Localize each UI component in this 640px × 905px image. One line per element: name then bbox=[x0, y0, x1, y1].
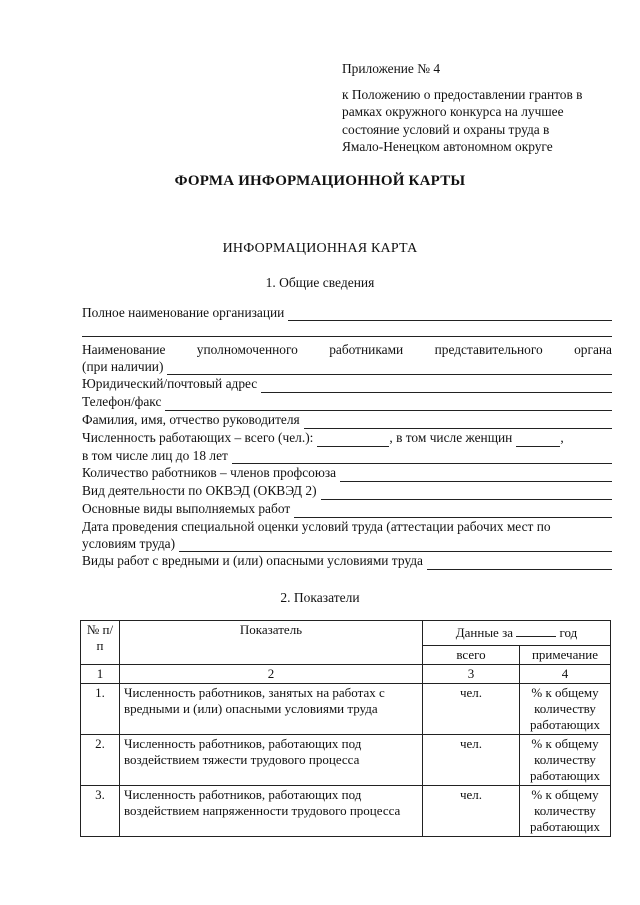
col-number: 2 bbox=[120, 665, 423, 684]
field-rep-body-cont bbox=[82, 358, 612, 375]
fill-line bbox=[304, 416, 612, 429]
field-label: Численность работающих – всего (чел.): bbox=[82, 430, 314, 445]
table-header-row bbox=[81, 621, 611, 646]
fill-line bbox=[167, 362, 612, 375]
appendix-line: рамках окружного конкурса на лучшее bbox=[342, 104, 564, 119]
year-blank bbox=[516, 625, 556, 637]
header-data bbox=[423, 621, 611, 646]
row-note: % к общему количеству работающих bbox=[520, 735, 611, 786]
row-number: 3. bbox=[81, 786, 120, 837]
header-data-label: Данные за bbox=[455, 625, 513, 640]
header-indicator: Показатель bbox=[120, 621, 423, 665]
row-unit: чел. bbox=[423, 735, 520, 786]
field-label: Основные виды выполняемых работ bbox=[82, 501, 291, 516]
field-label-word: уполномоченного bbox=[196, 342, 298, 357]
field-label: (при наличии) bbox=[82, 359, 164, 374]
fill-line bbox=[179, 539, 612, 552]
field-sout bbox=[82, 518, 612, 535]
field-label-word: представительного bbox=[434, 342, 543, 357]
field-label-word: Наименование bbox=[82, 342, 166, 357]
fill-line bbox=[165, 398, 612, 411]
field-label: Количество работников – членов профсоюза bbox=[82, 465, 337, 480]
fill-line bbox=[82, 335, 612, 337]
field-rep-body bbox=[82, 341, 612, 358]
header-note: примечание bbox=[520, 646, 611, 665]
row-note: % к общему количеству работающих bbox=[520, 786, 611, 837]
field-union bbox=[82, 464, 612, 482]
general-info-fields bbox=[82, 305, 612, 570]
field-activities bbox=[82, 500, 612, 518]
field-label: условиям труда) bbox=[82, 536, 176, 551]
table-colnum-row bbox=[81, 665, 611, 684]
row-note: % к общему количеству работающих bbox=[520, 684, 611, 735]
field-label-word: органа bbox=[574, 342, 612, 357]
row-unit: чел. bbox=[423, 684, 520, 735]
row-number: 2. bbox=[81, 735, 120, 786]
table-row bbox=[81, 786, 611, 837]
field-label: в том числе лиц до 18 лет bbox=[82, 448, 228, 463]
indicators-table bbox=[80, 620, 611, 837]
table-row bbox=[81, 684, 611, 735]
field-label: Телефон/факс bbox=[82, 394, 162, 409]
field-minors bbox=[82, 447, 612, 464]
field-head bbox=[82, 411, 612, 429]
section-1-title: 1. Общие сведения bbox=[265, 275, 375, 290]
field-sout-cont bbox=[82, 535, 612, 552]
fill-line bbox=[288, 308, 612, 321]
field-phone bbox=[82, 393, 612, 411]
col-number: 3 bbox=[423, 665, 520, 684]
section-2-title: 2. Показатели bbox=[280, 590, 360, 605]
card-title: ИНФОРМАЦИОННАЯ КАРТА bbox=[222, 241, 418, 256]
row-indicator: Численность работников, занятых на работах с вредными и (или) опасными условиями труда bbox=[120, 684, 423, 735]
field-label: Юридический/почтовый адрес bbox=[82, 376, 258, 391]
row-indicator: Численность работников, работающих под воздействием тяжести трудового процесса bbox=[120, 735, 423, 786]
form-title: ФОРМА ИНФОРМАЦИОННОЙ КАРТЫ bbox=[174, 173, 466, 189]
fill-line bbox=[427, 557, 612, 570]
col-number: 4 bbox=[520, 665, 611, 684]
fill-line bbox=[261, 380, 612, 393]
field-label: Вид деятельности по ОКВЭД (ОКВЭД 2) bbox=[82, 483, 317, 498]
field-label: Дата проведения специальной оценки условий труда (аттестации рабочих мест по bbox=[82, 519, 551, 534]
row-unit: чел. bbox=[423, 786, 520, 837]
header-num: № п/п bbox=[81, 621, 120, 665]
field-label: Виды работ с вредными и (или) опасными условиями труда bbox=[82, 553, 423, 568]
field-label: , в том числе женщин bbox=[389, 430, 513, 445]
field-label: Фамилия, имя, отчество руководителя bbox=[82, 412, 300, 427]
table-row bbox=[81, 735, 611, 786]
appendix-number: Приложение № 4 bbox=[342, 61, 441, 76]
appendix-line: Ямало-Ненецком автономном округе bbox=[342, 139, 553, 154]
fill-line bbox=[232, 451, 612, 464]
fill-line bbox=[516, 434, 560, 447]
field-hazard bbox=[82, 552, 612, 570]
appendix-line: к Положению о предоставлении грантов в bbox=[342, 86, 583, 102]
row-indicator: Численность работников, работающих под воздействием напряженности трудового процесса bbox=[120, 786, 423, 837]
header-total: всего bbox=[423, 646, 520, 665]
header-data-year: год bbox=[559, 625, 578, 640]
fill-line bbox=[321, 487, 612, 500]
fill-line bbox=[294, 505, 612, 518]
col-number: 1 bbox=[81, 665, 120, 684]
appendix-note bbox=[342, 60, 622, 156]
field-address bbox=[82, 375, 612, 393]
appendix-line: состояние условий и охраны труда в bbox=[342, 121, 550, 137]
field-full-name bbox=[82, 305, 612, 321]
field-label-word: работниками bbox=[329, 342, 404, 357]
fill-line bbox=[340, 469, 612, 482]
field-label: , bbox=[560, 430, 564, 445]
field-okved bbox=[82, 482, 612, 500]
field-employees bbox=[82, 429, 612, 447]
row-number: 1. bbox=[81, 684, 120, 735]
fill-line bbox=[317, 434, 389, 447]
field-label: Полное наименование организации bbox=[82, 305, 285, 320]
